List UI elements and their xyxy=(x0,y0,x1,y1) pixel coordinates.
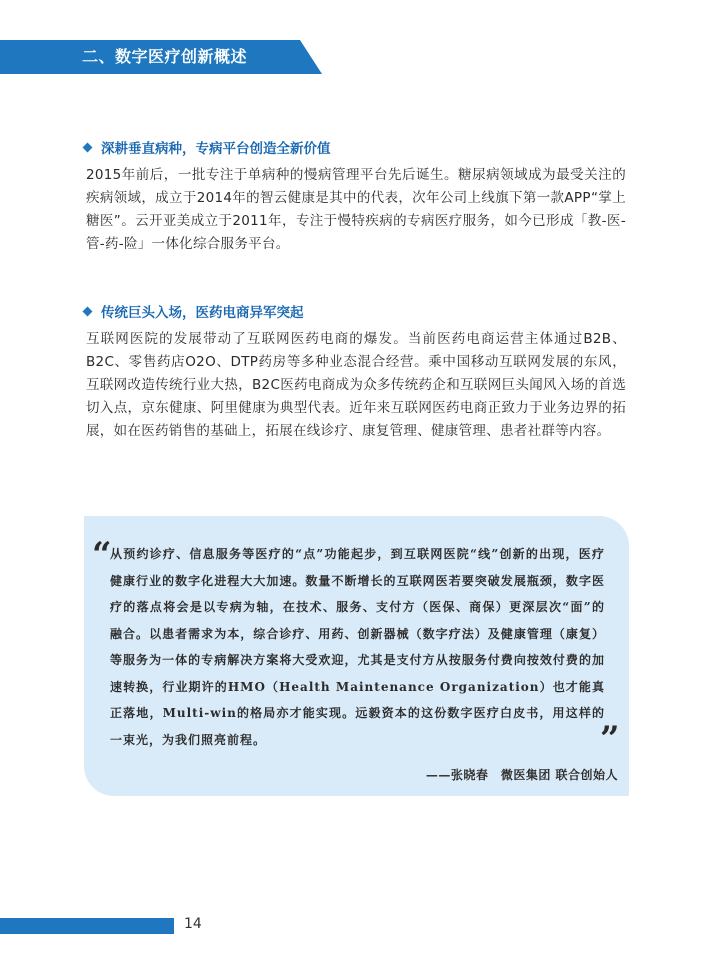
subsection-body-2: 互联网医院的发展带动了互联网医药电商的爆发。当前医药电商运营主体通过B2B、B2C、零售药店O2O、DTP药房等多种业态混合经营。乘中国移动互联网发展的东风，互联网改造传统行业大热，B2C医药电商成为众多传统药企和互联网巨头闻风入场的首选切入点，京东健康、阿里健康为典型代表。近年来互联网医药电商正致力于业务边界的拓展，如在医药销售的基础上，拓展在线诊疗、康复管理、健康管理、患者社群等内容。 xyxy=(86,331,626,439)
subsection-heading-2-text: 传统巨头入场，医药电商异军突起 xyxy=(101,305,304,321)
subsection-heading-1 xyxy=(84,137,331,157)
subsection-body-1: 2015年前后，一批专注于单病种的慢病管理平台先后诞生。糖尿病领域成为最受关注的疾病领域，成立于2014年的智云健康是其中的代表，次年公司上线旗下第一款APP“掌上糖医”。云开亚美成立于2011年，专注于慢特疾病的专病医疗服务，如今已形成「教-医-管-药-险」一体化综合服务平台。 xyxy=(86,167,626,252)
diamond-bullet-icon xyxy=(83,306,93,316)
quote-attribution: ——张晓春 微医集团 联合创始人 xyxy=(425,768,618,782)
page-number: 14 xyxy=(184,916,202,932)
subsection-heading-1-text: 深耕垂直病种，专病平台创造全新价值 xyxy=(101,141,331,157)
diamond-bullet-icon xyxy=(83,142,93,152)
section-title: 二、数字医疗创新概述 xyxy=(82,47,248,66)
subsection-heading-2 xyxy=(84,301,304,321)
close-quote-icon: ” xyxy=(600,719,620,759)
open-quote-icon: “ xyxy=(92,535,112,575)
footer-bar xyxy=(0,918,174,934)
quote-text: 从预约诊疗、信息服务等医疗的“点”功能起步，到互联网医院“线”创新的出现，医疗健康行业的数字化进程大大加速。数量不断增长的互联网医若要突破发展瓶颈，数字医疗的落点将会是以专病为轴，在技术、服务、支付方（医保、商保）更深层次“面”的融合。以患者需求为本，综合诊疗、用药、创新器械（数字疗法）及健康管理（康复）等服务为一体的专病解决方案将大受欢迎，尤其是支付方从按服务付费向按效付费的加速转换，行业期许的HMO（Health Maintenance Organization）也才能真正落地，Multi-win的格局亦才能实现。远毅资本的这份数字医疗白皮书，用这样的一束光，为我们照亮前程。 xyxy=(110,547,605,747)
